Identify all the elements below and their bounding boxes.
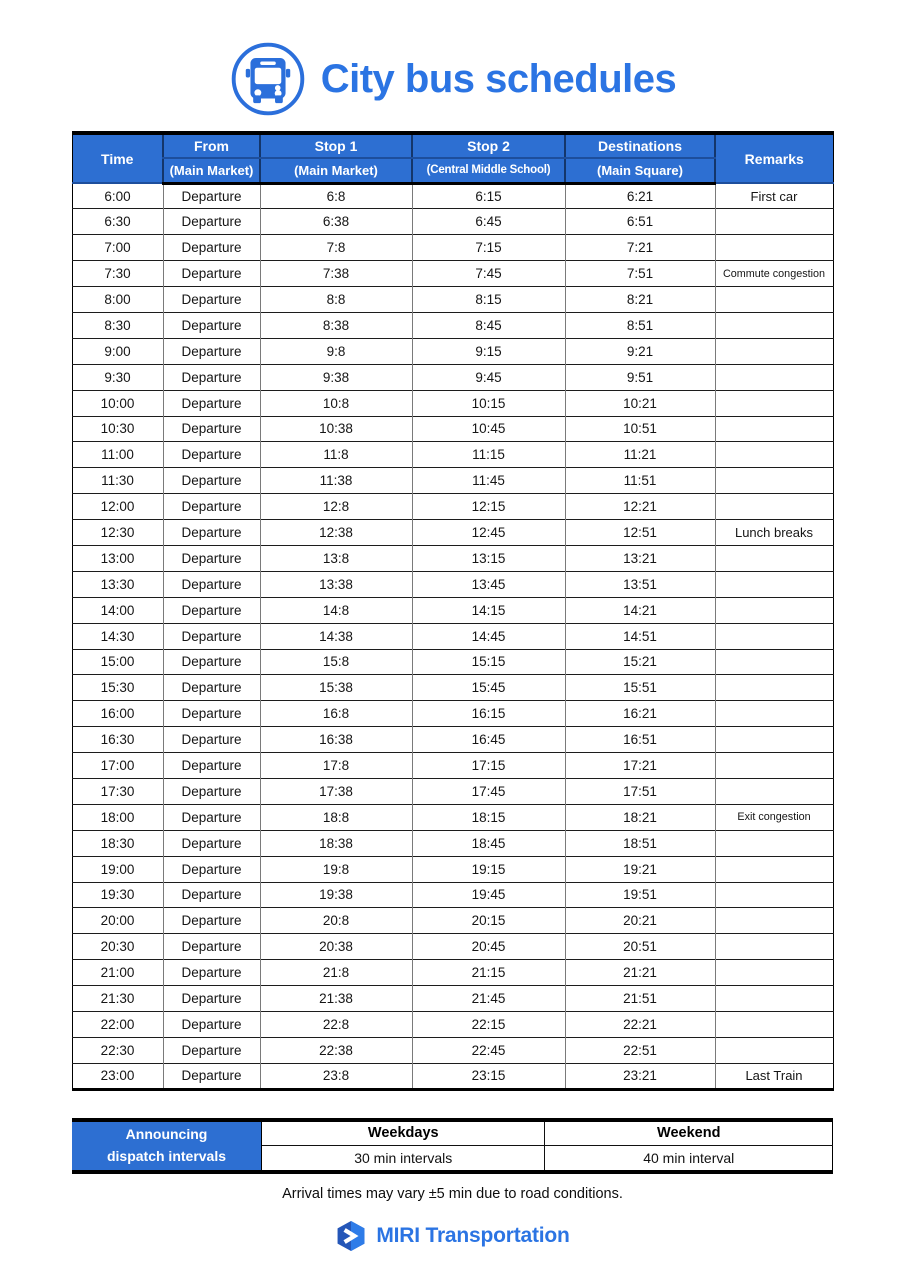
- from-cell: Departure: [163, 571, 260, 597]
- stop2-cell: 14:45: [412, 623, 565, 649]
- from-cell: Departure: [163, 183, 260, 209]
- destination-cell: 9:21: [565, 338, 715, 364]
- schedule-row: [72, 986, 833, 1012]
- schedule-row: [72, 804, 833, 830]
- stop2-cell: 13:45: [412, 571, 565, 597]
- destination-cell: 8:21: [565, 287, 715, 313]
- time-cell: 7:00: [72, 235, 163, 261]
- schedule-row: [72, 287, 833, 313]
- stop2-cell: 7:45: [412, 261, 565, 287]
- stop1-cell: 15:8: [260, 649, 412, 675]
- time-cell: 6:30: [72, 209, 163, 235]
- remark-cell: Commute congestion: [715, 261, 833, 287]
- from-cell: Departure: [163, 882, 260, 908]
- stop1-cell: 13:38: [260, 571, 412, 597]
- stop2-cell: 20:45: [412, 934, 565, 960]
- stop1-cell: 6:8: [260, 183, 412, 209]
- remark-cell: [715, 986, 833, 1012]
- stop1-cell: 6:38: [260, 209, 412, 235]
- from-cell: Departure: [163, 520, 260, 546]
- destination-cell: 14:51: [565, 623, 715, 649]
- stop1-cell: 10:38: [260, 416, 412, 442]
- schedule-row: [72, 882, 833, 908]
- schedule-row: [72, 209, 833, 235]
- stop1-cell: 12:38: [260, 520, 412, 546]
- destination-cell: 22:21: [565, 1012, 715, 1038]
- stop2-cell: 7:15: [412, 235, 565, 261]
- bus-icon: [229, 40, 307, 118]
- stop2-cell: 17:45: [412, 778, 565, 804]
- destination-cell: 19:21: [565, 856, 715, 882]
- destination-cell: 13:51: [565, 571, 715, 597]
- from-cell: Departure: [163, 830, 260, 856]
- schedule-row: [72, 364, 833, 390]
- stop2-cell: 15:45: [412, 675, 565, 701]
- stop2-cell: 9:15: [412, 338, 565, 364]
- remark-cell: [715, 934, 833, 960]
- time-cell: 11:30: [72, 468, 163, 494]
- from-cell: Departure: [163, 804, 260, 830]
- stop1-cell: 7:38: [260, 261, 412, 287]
- time-cell: 22:30: [72, 1037, 163, 1063]
- time-cell: 20:30: [72, 934, 163, 960]
- remark-cell: [715, 675, 833, 701]
- destination-cell: 15:51: [565, 675, 715, 701]
- brand-name: MIRI Transportation: [376, 1223, 570, 1247]
- remark-cell: [715, 727, 833, 753]
- from-cell: Departure: [163, 1037, 260, 1063]
- remark-cell: [715, 1012, 833, 1038]
- page-header: [0, 0, 905, 122]
- remark-cell: Exit congestion: [715, 804, 833, 830]
- remark-cell: [715, 856, 833, 882]
- time-cell: 23:00: [72, 1063, 163, 1089]
- stop2-cell: 12:45: [412, 520, 565, 546]
- from-cell: Departure: [163, 934, 260, 960]
- time-cell: 17:30: [72, 778, 163, 804]
- remark-cell: Last Train: [715, 1063, 833, 1089]
- destination-cell: 12:51: [565, 520, 715, 546]
- remark-cell: [715, 312, 833, 338]
- destination-cell: 11:51: [565, 468, 715, 494]
- schedule-row: [72, 442, 833, 468]
- from-cell: Departure: [163, 312, 260, 338]
- stop1-cell: 17:8: [260, 753, 412, 779]
- schedule-row: [72, 390, 833, 416]
- destination-cell: 14:21: [565, 597, 715, 623]
- schedule-row: [72, 494, 833, 520]
- stop2-cell: 8:15: [412, 287, 565, 313]
- stop1-cell: 23:8: [260, 1063, 412, 1089]
- from-cell: Departure: [163, 468, 260, 494]
- stop1-cell: 18:38: [260, 830, 412, 856]
- schedule-row: [72, 597, 833, 623]
- from-cell: Departure: [163, 442, 260, 468]
- schedule-row: [72, 183, 833, 209]
- from-cell: Departure: [163, 597, 260, 623]
- stop2-cell: 19:45: [412, 882, 565, 908]
- remark-cell: Lunch breaks: [715, 520, 833, 546]
- destination-cell: 16:21: [565, 701, 715, 727]
- from-cell: Departure: [163, 960, 260, 986]
- col-subheader-stop2: (Central Middle School): [412, 158, 565, 183]
- schedule-row: [72, 520, 833, 546]
- schedule-row: [72, 1063, 833, 1089]
- stop1-cell: 17:38: [260, 778, 412, 804]
- destination-cell: 10:51: [565, 416, 715, 442]
- stop2-cell: 22:15: [412, 1012, 565, 1038]
- time-cell: 8:00: [72, 287, 163, 313]
- col-subheader-stop1: (Main Market): [260, 158, 412, 183]
- schedule-row: [72, 1012, 833, 1038]
- time-cell: 8:30: [72, 312, 163, 338]
- remark-cell: [715, 416, 833, 442]
- time-cell: 9:30: [72, 364, 163, 390]
- stop2-cell: 21:15: [412, 960, 565, 986]
- weekdays-header: Weekdays: [262, 1120, 545, 1146]
- time-cell: 16:00: [72, 701, 163, 727]
- schedule-table-header: [72, 133, 833, 183]
- remark-cell: [715, 545, 833, 571]
- miri-logo-icon: [335, 1220, 367, 1252]
- destination-cell: 6:21: [565, 183, 715, 209]
- time-cell: 9:00: [72, 338, 163, 364]
- col-header-stop1: Stop 1: [260, 133, 412, 158]
- schedule-table-body: [72, 183, 833, 1089]
- destination-cell: 20:21: [565, 908, 715, 934]
- time-cell: 10:00: [72, 390, 163, 416]
- remark-cell: [715, 623, 833, 649]
- remark-cell: [715, 960, 833, 986]
- stop1-cell: 14:8: [260, 597, 412, 623]
- time-cell: 13:30: [72, 571, 163, 597]
- from-cell: Departure: [163, 364, 260, 390]
- stop1-cell: 19:8: [260, 856, 412, 882]
- time-cell: 15:00: [72, 649, 163, 675]
- stop2-cell: 10:45: [412, 416, 565, 442]
- stop1-cell: 13:8: [260, 545, 412, 571]
- col-header-stop2: Stop 2: [412, 133, 565, 158]
- col-subheader-from: (Main Market): [163, 158, 260, 183]
- stop1-cell: 14:38: [260, 623, 412, 649]
- col-header-remarks: Remarks: [715, 133, 833, 183]
- stop2-cell: 6:45: [412, 209, 565, 235]
- destination-cell: 22:51: [565, 1037, 715, 1063]
- time-cell: 21:30: [72, 986, 163, 1012]
- stop1-cell: 16:38: [260, 727, 412, 753]
- stop1-cell: 9:8: [260, 338, 412, 364]
- remark-cell: [715, 830, 833, 856]
- destination-cell: 7:51: [565, 261, 715, 287]
- time-cell: 10:30: [72, 416, 163, 442]
- stop1-cell: 8:38: [260, 312, 412, 338]
- from-cell: Departure: [163, 338, 260, 364]
- stop2-cell: 13:15: [412, 545, 565, 571]
- from-cell: Departure: [163, 545, 260, 571]
- weekend-interval-value: 40 min interval: [545, 1146, 833, 1172]
- stop1-cell: 7:8: [260, 235, 412, 261]
- time-cell: 6:00: [72, 183, 163, 209]
- stop2-cell: 18:45: [412, 830, 565, 856]
- destination-cell: 6:51: [565, 209, 715, 235]
- destination-cell: 16:51: [565, 727, 715, 753]
- schedule-row: [72, 545, 833, 571]
- remark-cell: [715, 364, 833, 390]
- remark-cell: [715, 908, 833, 934]
- from-cell: Departure: [163, 856, 260, 882]
- destination-cell: 18:51: [565, 830, 715, 856]
- destination-cell: 18:21: [565, 804, 715, 830]
- stop1-cell: 19:38: [260, 882, 412, 908]
- stop1-cell: 11:8: [260, 442, 412, 468]
- schedule-row: [72, 856, 833, 882]
- stop2-cell: 9:45: [412, 364, 565, 390]
- destination-cell: 17:51: [565, 778, 715, 804]
- weekdays-interval-value: 30 min intervals: [262, 1146, 545, 1172]
- stop2-cell: 22:45: [412, 1037, 565, 1063]
- from-cell: Departure: [163, 623, 260, 649]
- remark-cell: [715, 209, 833, 235]
- stop1-cell: 21:8: [260, 960, 412, 986]
- from-cell: Departure: [163, 235, 260, 261]
- col-subheader-destinations: (Main Square): [565, 158, 715, 183]
- remark-cell: [715, 778, 833, 804]
- destination-cell: 10:21: [565, 390, 715, 416]
- from-cell: Departure: [163, 753, 260, 779]
- stop2-cell: 14:15: [412, 597, 565, 623]
- disclaimer-note: Arrival times may vary ±5 min due to road conditions.: [282, 1185, 623, 1202]
- stop1-cell: 9:38: [260, 364, 412, 390]
- stop1-cell: 21:38: [260, 986, 412, 1012]
- remark-cell: [715, 468, 833, 494]
- from-cell: Departure: [163, 778, 260, 804]
- time-cell: 19:00: [72, 856, 163, 882]
- schedule-row: [72, 338, 833, 364]
- time-cell: 7:30: [72, 261, 163, 287]
- remark-cell: [715, 1037, 833, 1063]
- col-header-time: Time: [72, 133, 163, 183]
- schedule-row: [72, 623, 833, 649]
- remark-cell: [715, 649, 833, 675]
- stop2-cell: 12:15: [412, 494, 565, 520]
- remark-cell: [715, 287, 833, 313]
- stop2-cell: 6:15: [412, 183, 565, 209]
- schedule-row: [72, 778, 833, 804]
- destination-cell: 17:21: [565, 753, 715, 779]
- schedule-row: [72, 235, 833, 261]
- time-cell: 18:00: [72, 804, 163, 830]
- schedule-row: [72, 571, 833, 597]
- time-cell: 14:00: [72, 597, 163, 623]
- stop2-cell: 11:45: [412, 468, 565, 494]
- page-title: City bus schedules: [320, 56, 677, 101]
- destination-cell: 21:51: [565, 986, 715, 1012]
- time-cell: 21:00: [72, 960, 163, 986]
- from-cell: Departure: [163, 908, 260, 934]
- destination-cell: 19:51: [565, 882, 715, 908]
- schedule-row: [72, 701, 833, 727]
- schedule-row: [72, 468, 833, 494]
- schedule-row: [72, 934, 833, 960]
- schedule-row: [72, 649, 833, 675]
- stop2-cell: 16:45: [412, 727, 565, 753]
- stop1-cell: 20:38: [260, 934, 412, 960]
- stop2-cell: 11:15: [412, 442, 565, 468]
- stop2-cell: 20:15: [412, 908, 565, 934]
- destination-cell: 9:51: [565, 364, 715, 390]
- stop1-cell: 15:38: [260, 675, 412, 701]
- stop2-cell: 15:15: [412, 649, 565, 675]
- schedule-row: [72, 312, 833, 338]
- remark-cell: First car: [715, 183, 833, 209]
- stop2-cell: 10:15: [412, 390, 565, 416]
- from-cell: Departure: [163, 675, 260, 701]
- schedule-row: [72, 960, 833, 986]
- remark-cell: [715, 571, 833, 597]
- remark-cell: [715, 882, 833, 908]
- time-cell: 22:00: [72, 1012, 163, 1038]
- remark-cell: [715, 390, 833, 416]
- stop1-cell: 18:8: [260, 804, 412, 830]
- from-cell: Departure: [163, 209, 260, 235]
- schedule-row: [72, 1037, 833, 1063]
- stop2-cell: 18:15: [412, 804, 565, 830]
- weekend-header: Weekend: [545, 1120, 833, 1146]
- stop2-cell: 8:45: [412, 312, 565, 338]
- col-header-from: From: [163, 133, 260, 158]
- remark-cell: [715, 338, 833, 364]
- from-cell: Departure: [163, 1012, 260, 1038]
- destination-cell: 8:51: [565, 312, 715, 338]
- stop1-cell: 10:8: [260, 390, 412, 416]
- remark-cell: [715, 442, 833, 468]
- from-cell: Departure: [163, 727, 260, 753]
- remark-cell: [715, 597, 833, 623]
- schedule-table: [72, 131, 834, 1091]
- stop1-cell: 11:38: [260, 468, 412, 494]
- brand-footer: [0, 1220, 905, 1252]
- from-cell: Departure: [163, 649, 260, 675]
- time-cell: 16:30: [72, 727, 163, 753]
- time-cell: 15:30: [72, 675, 163, 701]
- time-cell: 20:00: [72, 908, 163, 934]
- stop1-cell: 16:8: [260, 701, 412, 727]
- destination-cell: 7:21: [565, 235, 715, 261]
- time-cell: 17:00: [72, 753, 163, 779]
- time-cell: 12:00: [72, 494, 163, 520]
- from-cell: Departure: [163, 494, 260, 520]
- remark-cell: [715, 235, 833, 261]
- time-cell: 12:30: [72, 520, 163, 546]
- schedule-row: [72, 416, 833, 442]
- destination-cell: 11:21: [565, 442, 715, 468]
- stop1-cell: 12:8: [260, 494, 412, 520]
- schedule-row: [72, 830, 833, 856]
- destination-cell: 23:21: [565, 1063, 715, 1089]
- dispatch-intervals-table: [72, 1118, 834, 1174]
- schedule-row: [72, 908, 833, 934]
- time-cell: 13:00: [72, 545, 163, 571]
- stop2-cell: 19:15: [412, 856, 565, 882]
- from-cell: Departure: [163, 416, 260, 442]
- time-cell: 14:30: [72, 623, 163, 649]
- remark-cell: [715, 753, 833, 779]
- destination-cell: 13:21: [565, 545, 715, 571]
- schedule-row: [72, 727, 833, 753]
- destination-cell: 20:51: [565, 934, 715, 960]
- schedule-row: [72, 261, 833, 287]
- time-cell: 11:00: [72, 442, 163, 468]
- remark-cell: [715, 701, 833, 727]
- from-cell: Departure: [163, 287, 260, 313]
- schedule-row: [72, 675, 833, 701]
- destination-cell: 15:21: [565, 649, 715, 675]
- stop1-cell: 20:8: [260, 908, 412, 934]
- from-cell: Departure: [163, 1063, 260, 1089]
- stop1-cell: 22:38: [260, 1037, 412, 1063]
- from-cell: Departure: [163, 390, 260, 416]
- from-cell: Departure: [163, 986, 260, 1012]
- schedule-row: [72, 753, 833, 779]
- stop2-cell: 17:15: [412, 753, 565, 779]
- time-cell: 18:30: [72, 830, 163, 856]
- col-header-destinations: Destinations: [565, 133, 715, 158]
- destination-cell: 12:21: [565, 494, 715, 520]
- destination-cell: 21:21: [565, 960, 715, 986]
- stop2-cell: 23:15: [412, 1063, 565, 1089]
- stop1-cell: 22:8: [260, 1012, 412, 1038]
- dispatch-intervals-label: Announcing dispatch intervals: [72, 1120, 262, 1172]
- from-cell: Departure: [163, 701, 260, 727]
- remark-cell: [715, 494, 833, 520]
- stop2-cell: 21:45: [412, 986, 565, 1012]
- stop2-cell: 16:15: [412, 701, 565, 727]
- stop1-cell: 8:8: [260, 287, 412, 313]
- from-cell: Departure: [163, 261, 260, 287]
- time-cell: 19:30: [72, 882, 163, 908]
